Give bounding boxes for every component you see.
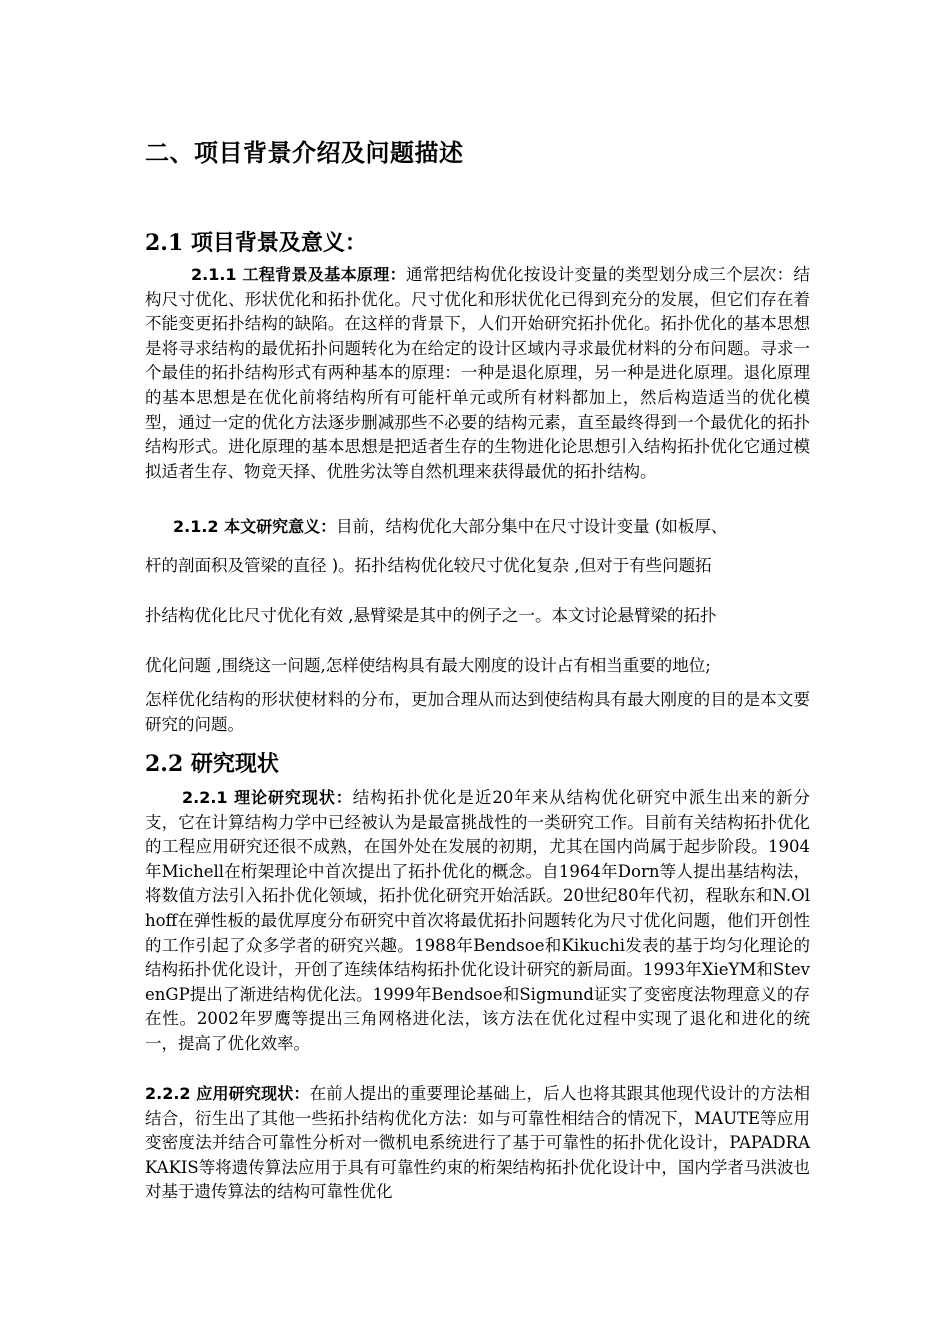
section-2-2-title: 2.2 研究现状 — [145, 751, 279, 777]
paragraph-2-1-1 — [145, 263, 810, 484]
paragraph-2-1-2-tail: 怎样优化结构的形状使材料的分布，更加合理从而达到使结构具有最大刚度的目的是本文要研究的问题。 — [145, 690, 810, 734]
paragraph-2-1-2-line-2: 杆的剖面积及管梁的直径 )。拓扑结构优化较尺寸优化复杂 ,但对于有些问题拓 — [145, 556, 712, 575]
paragraph-2-1-2-line-3: 扑结构优化比尺寸优化有效 ,悬臂梁是其中的例子之一。本文讨论悬臂梁的拓扑 — [145, 606, 717, 625]
paragraph-2-2-1-text: 结构拓扑优化是近20年来从结构优化研究中派生出来的新分支，它在计算结构力学中已经被认为是最富挑战性的一类研究工作。目前有关结构拓扑优化的工程应用研究还很不成熟，在国外处在发展的初期，尤其在国内尚属于起步阶段。1904年Michell在桁架理论中首次提出了拓扑优化的概念。自1964年Dorn等人提出基结构法，将数值方法引入拓扑优化领域，拓扑优化研究开始活跃。20世纪80年代初，程耿东和N.Olhoff在弹性板的最优厚度分布研究中首次将最优拓扑问题转化为尺寸优化问题，他们开创性的工作引起了众多学者的研究兴趣。1988年Bendsoe和Kikuchi发表的基于均匀化理论的结构拓扑优化设计，开创了连续体结构拓扑优化设计研究的新局面。1993年XieYM和StevenGP提出了渐进结构优化法。1999年Bendsoe和Sigmund证实了变密度法物理意义的存在性。2002年罗鹰等提出三角网格进化法，该方法在优化过程中实现了退化和进化的统一，提高了优化效率。 — [145, 788, 810, 1053]
paragraph-2-2-1 — [145, 786, 810, 1057]
paragraph-2-1-1-text: 通常把结构优化按设计变量的类型划分成三个层次：结构尺寸优化、形状优化和拓扑优化。尺寸优化和形状优化已得到充分的发展，但它们存在着不能变更拓扑结构的缺陷。在这样的背景下，人们开始研究拓扑优化。拓扑优化的基本思想是将寻求结构的最优拓扑问题转化为在给定的设计区域内寻求最优材料的分布问题。寻求一个最佳的拓扑结构形式有两种基本的原理：一种是退化原理，另一种是进化原理。退化原理的基本思想是在优化前将结构所有可能杆单元或所有材料都加上，然后构造适当的优化模型，通过一定的优化方法逐步删减那些不必要的结构元素，直至最终得到一个最优化的拓扑结构形式。进化原理的基本思想是把适者生存的生物进化论思想引入结构拓扑优化它通过模拟适者生存、物竞天择、优胜劣汰等自然机理来获得最优的拓扑结构。 — [145, 265, 810, 481]
paragraph-2-1-1-label: 2.1.1 工程背景及基本原理： — [191, 265, 406, 284]
paragraph-2-1-2-line-4: 优化问题 ,围绕这一问题,怎样使结构具有最大刚度的设计占有相当重要的地位; — [145, 656, 711, 675]
main-heading: 二、项目背景介绍及问题描述 — [145, 139, 464, 167]
paragraph-2-1-2-label: 2.1.2 本文研究意义： — [173, 517, 337, 536]
paragraph-2-1-2-line-1-text: 目前，结构优化大部分集中在尺寸设计变量 (如板厚、 — [336, 517, 728, 536]
paragraph-2-2-2 — [145, 1082, 810, 1205]
paragraph-2-2-2-text: 在前人提出的重要理论基础上，后人也将其跟其他现代设计的方法相结合，衍生出了其他一些拓扑结构优化方法：如与可靠性相结合的情况下，MAUTE等应用变密度法并结合可靠性分析对一微机电系统进行了基于可靠性的拓扑优化设计，PAPADRAKAKIS等将遗传算法应用于具有可靠性约束的桁架结构拓扑优化设计中，国内学者马洪波也对基于遗传算法的结构可靠性优化 — [145, 1084, 810, 1202]
paragraph-2-2-2-label: 2.2.2 应用研究现状： — [145, 1084, 310, 1103]
section-2-1-title: 2.1 项目背景及意义： — [145, 230, 367, 256]
paragraph-2-1-2-line-1 — [145, 513, 810, 537]
paragraph-2-2-1-label: 2.2.1 理论研究现状： — [182, 788, 353, 807]
